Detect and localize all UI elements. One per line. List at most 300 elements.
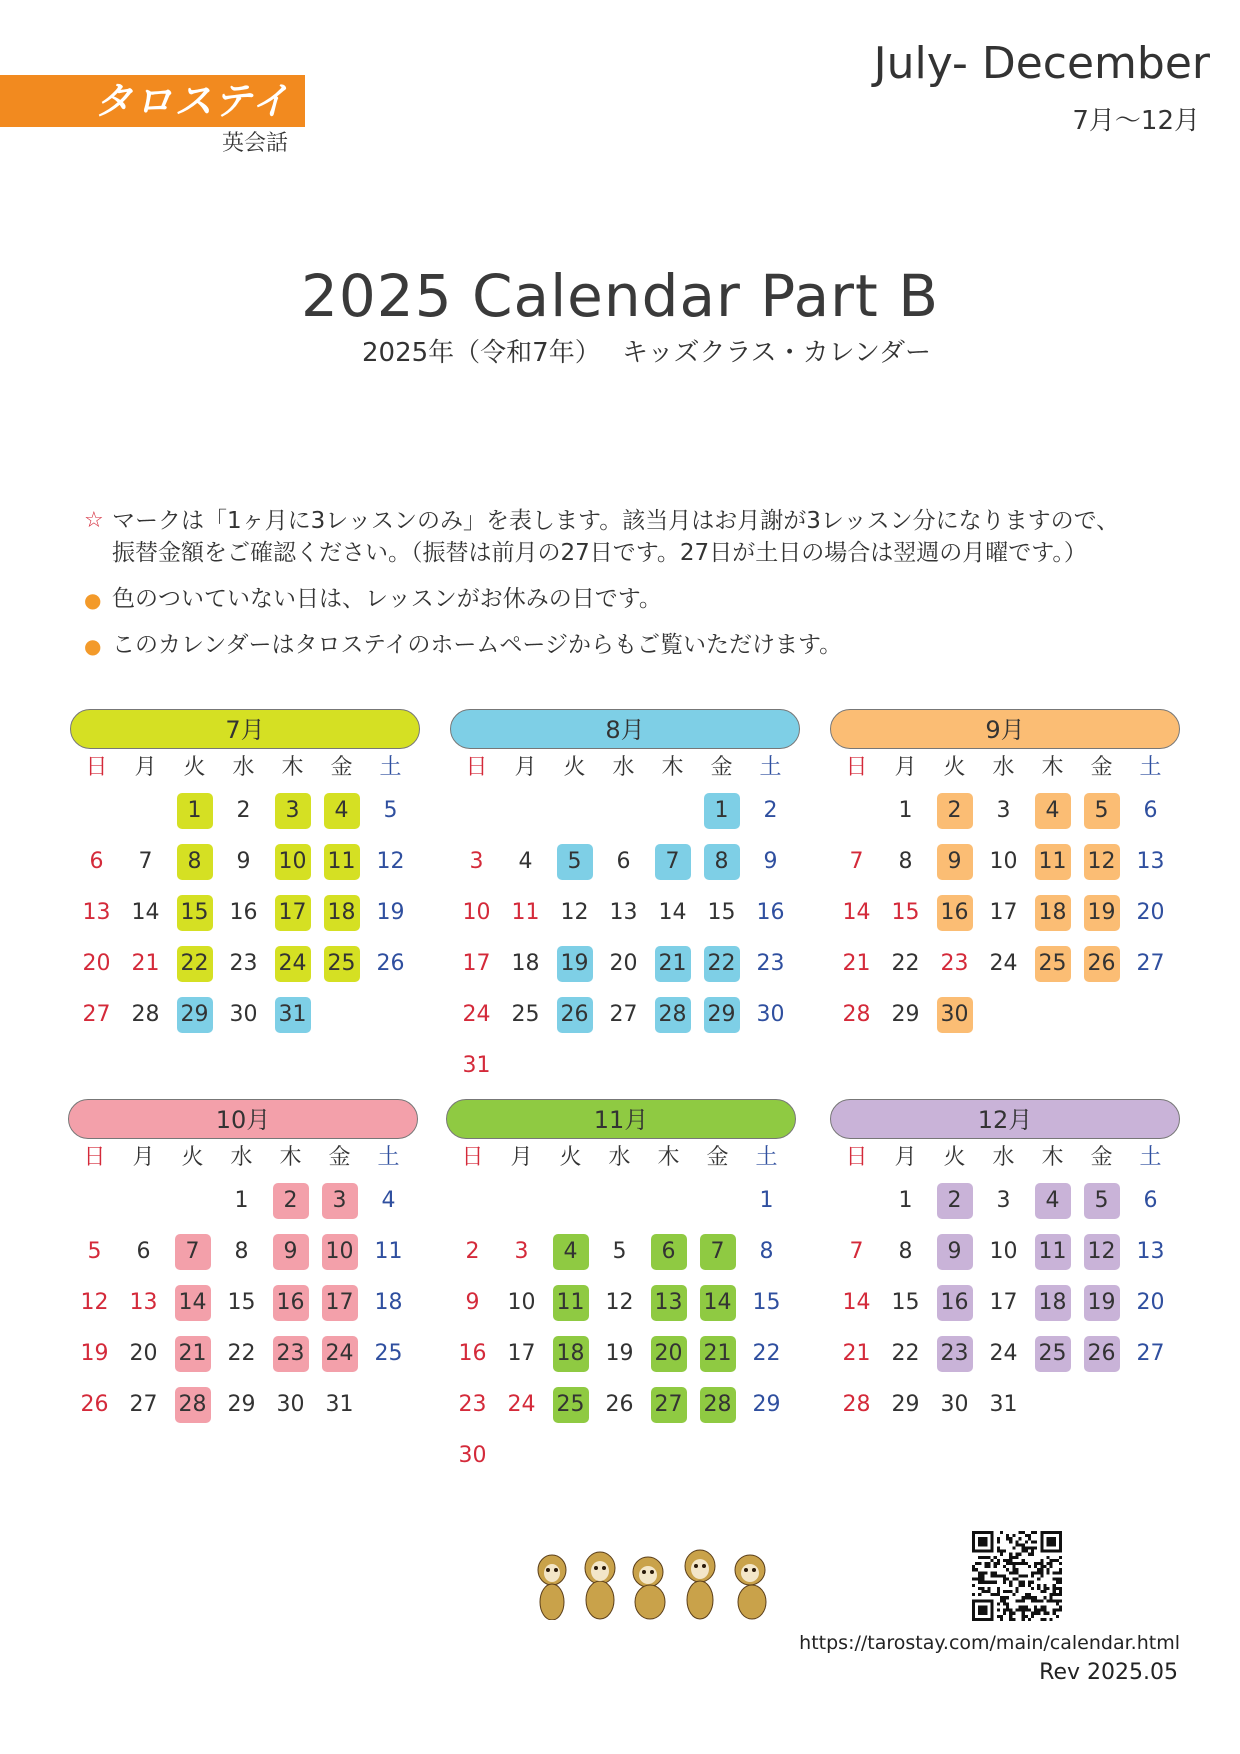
day-number: 25 — [324, 946, 360, 982]
calendar-day — [832, 887, 881, 938]
calendar-day — [72, 887, 121, 938]
calendar-day — [448, 1379, 497, 1430]
weekday-header: 土 — [755, 1145, 778, 1170]
calendar-day — [268, 836, 317, 887]
calendar-day — [746, 785, 795, 836]
day-number: 21 — [175, 1336, 211, 1372]
calendar-url: https://tarostay.com/main/calendar.html — [799, 1632, 1180, 1654]
calendar-grid — [832, 751, 1180, 1040]
day-number: 29 — [891, 1391, 920, 1417]
calendar-day — [832, 938, 881, 989]
day-number: 11 — [553, 1285, 589, 1321]
day-number: 29 — [752, 1391, 781, 1417]
day-number: 15 — [891, 1289, 920, 1315]
calendar-day — [315, 1277, 364, 1328]
month-december — [830, 1099, 1180, 1430]
calendar-day — [595, 1226, 644, 1277]
calendar-day — [832, 1328, 881, 1379]
calendar-day — [70, 1379, 119, 1430]
day-number: 1 — [234, 1187, 249, 1213]
calendar-day — [266, 1277, 315, 1328]
calendar-day — [595, 1328, 644, 1379]
calendar-day — [881, 836, 930, 887]
day-number: 18 — [374, 1289, 403, 1315]
day-number: 1 — [759, 1187, 774, 1213]
calendar-day — [746, 989, 795, 1040]
day-number: 8 — [177, 844, 213, 880]
weekday-header: 日 — [83, 1145, 106, 1170]
day-number: 11 — [374, 1238, 403, 1264]
calendar-day — [170, 887, 219, 938]
day-number: 29 — [177, 997, 213, 1033]
calendar-day — [599, 836, 648, 887]
qr-code — [972, 1531, 1062, 1621]
day-number: 1 — [704, 793, 740, 829]
calendar-day — [448, 1430, 497, 1481]
calendar-day — [70, 1226, 119, 1277]
day-number: 5 — [1084, 1183, 1120, 1219]
day-number: 31 — [462, 1052, 491, 1078]
calendar-day — [693, 1277, 742, 1328]
calendar-day — [697, 836, 746, 887]
day-number: 26 — [376, 950, 405, 976]
day-number: 14 — [131, 899, 160, 925]
calendar-day — [119, 1379, 168, 1430]
day-number: 15 — [227, 1289, 256, 1315]
bullet-icon: ● — [84, 634, 102, 658]
calendar-day — [72, 989, 121, 1040]
calendar-day — [266, 1226, 315, 1277]
calendar-day — [881, 1226, 930, 1277]
calendar-day — [266, 1175, 315, 1226]
day-number: 5 — [1084, 793, 1120, 829]
day-number: 30 — [937, 997, 973, 1033]
period-english: July- December — [873, 38, 1210, 89]
calendar-grid — [70, 1141, 418, 1430]
day-number: 29 — [227, 1391, 256, 1417]
weekday-header: 木 — [279, 1145, 302, 1170]
day-number: 19 — [557, 946, 593, 982]
calendar-day — [217, 1328, 266, 1379]
day-number: 24 — [322, 1336, 358, 1372]
month-header: 8月 — [450, 709, 800, 749]
calendar-day — [1126, 1226, 1175, 1277]
day-number: 15 — [707, 899, 736, 925]
day-number: 27 — [651, 1387, 687, 1423]
month-october — [68, 1099, 418, 1430]
day-number: 10 — [462, 899, 491, 925]
calendar-day — [219, 938, 268, 989]
day-number: 20 — [609, 950, 638, 976]
day-number: 28 — [842, 1391, 871, 1417]
day-number: 2 — [465, 1238, 480, 1264]
day-number: 18 — [553, 1336, 589, 1372]
calendar-day — [742, 1379, 791, 1430]
weekday-header: 水 — [608, 1145, 631, 1170]
day-number: 23 — [940, 950, 969, 976]
weekday-header: 火 — [181, 1145, 204, 1170]
calendar-day — [930, 938, 979, 989]
calendar-day — [697, 887, 746, 938]
day-number: 2 — [236, 797, 251, 823]
calendar-day — [448, 1328, 497, 1379]
day-number: 26 — [80, 1391, 109, 1417]
day-number: 1 — [898, 1187, 913, 1213]
day-number: 23 — [273, 1336, 309, 1372]
calendar-day — [644, 1328, 693, 1379]
day-number: 25 — [553, 1387, 589, 1423]
weekday-header: 木 — [657, 1145, 680, 1170]
day-number: 4 — [381, 1187, 396, 1213]
calendar-day — [832, 836, 881, 887]
day-number: 5 — [383, 797, 398, 823]
day-number: 16 — [458, 1340, 487, 1366]
calendar-grid — [448, 1141, 796, 1481]
calendar-day — [217, 1277, 266, 1328]
day-number: 20 — [651, 1336, 687, 1372]
calendar-grid — [832, 1141, 1180, 1430]
calendar-day — [1077, 1277, 1126, 1328]
day-number: 13 — [1136, 1238, 1165, 1264]
calendar-day — [1126, 836, 1175, 887]
calendar-day — [119, 1277, 168, 1328]
calendar-day — [72, 938, 121, 989]
calendar-day — [599, 887, 648, 938]
calendar-day — [268, 785, 317, 836]
day-number: 22 — [704, 946, 740, 982]
day-number: 14 — [175, 1285, 211, 1321]
month-header: 12月 — [830, 1099, 1180, 1139]
month-header: 11月 — [446, 1099, 796, 1139]
day-number: 19 — [1084, 895, 1120, 931]
calendar-day — [1028, 785, 1077, 836]
calendar-day — [315, 1328, 364, 1379]
calendar-day — [119, 1226, 168, 1277]
day-number: 2 — [763, 797, 778, 823]
calendar-day — [364, 1226, 413, 1277]
weekday-header: 金 — [710, 755, 733, 780]
weekday-header: 火 — [183, 755, 206, 780]
day-number: 17 — [507, 1340, 536, 1366]
weekday-header: 日 — [465, 755, 488, 780]
calendar-day — [979, 1379, 1028, 1430]
calendar-day — [501, 938, 550, 989]
day-number: 13 — [651, 1285, 687, 1321]
day-number: 3 — [996, 797, 1011, 823]
calendar-day — [317, 938, 366, 989]
weekday-header: 月 — [514, 755, 537, 780]
weekday-header: 木 — [1041, 755, 1064, 780]
calendar-day — [550, 938, 599, 989]
day-number: 15 — [177, 895, 213, 931]
day-number: 9 — [937, 844, 973, 880]
calendar-day — [693, 1379, 742, 1430]
weekday-header: 水 — [992, 755, 1015, 780]
day-number: 24 — [275, 946, 311, 982]
calendar-day — [170, 836, 219, 887]
calendar-day — [1028, 1328, 1077, 1379]
day-number: 27 — [1136, 1340, 1165, 1366]
weekday-header: 月 — [132, 1145, 155, 1170]
day-number: 13 — [82, 899, 111, 925]
day-number: 18 — [511, 950, 540, 976]
calendar-day — [881, 1328, 930, 1379]
calendar-day — [644, 1379, 693, 1430]
calendar-day — [170, 938, 219, 989]
calendar-day — [315, 1379, 364, 1430]
day-number: 21 — [700, 1336, 736, 1372]
day-number: 4 — [1035, 1183, 1071, 1219]
day-number: 18 — [324, 895, 360, 931]
calendar-day — [266, 1328, 315, 1379]
day-number: 31 — [325, 1391, 354, 1417]
weekday-header: 金 — [328, 1145, 351, 1170]
day-number: 20 — [82, 950, 111, 976]
day-number: 20 — [1136, 899, 1165, 925]
calendar-day — [930, 836, 979, 887]
calendar-day — [168, 1277, 217, 1328]
day-number: 10 — [989, 1238, 1018, 1264]
day-number: 6 — [136, 1238, 151, 1264]
calendar-day — [648, 938, 697, 989]
calendar-day — [121, 887, 170, 938]
calendar-day — [979, 938, 1028, 989]
calendar-day — [1028, 836, 1077, 887]
weekday-header: 土 — [1139, 1145, 1162, 1170]
day-number: 7 — [655, 844, 691, 880]
brand-logo-text: タロステイ — [94, 79, 291, 123]
day-number: 25 — [1035, 946, 1071, 982]
day-number: 28 — [131, 1001, 160, 1027]
day-number: 8 — [898, 1238, 913, 1264]
note-text: 色のついていない日は、レッスンがお休みの日です。 — [112, 586, 662, 612]
day-number: 17 — [989, 1289, 1018, 1315]
day-number: 17 — [275, 895, 311, 931]
calendar-day — [832, 1226, 881, 1277]
calendar-day — [217, 1175, 266, 1226]
calendar-day — [268, 938, 317, 989]
day-number: 21 — [655, 946, 691, 982]
day-number: 18 — [1035, 895, 1071, 931]
calendar-day — [979, 836, 1028, 887]
note-holiday — [84, 583, 1164, 615]
day-number: 19 — [376, 899, 405, 925]
day-number: 21 — [131, 950, 160, 976]
brand-logo — [0, 75, 305, 127]
calendar-day — [697, 938, 746, 989]
calendar-grid — [452, 751, 800, 1091]
day-number: 25 — [374, 1340, 403, 1366]
calendar-day — [1028, 1277, 1077, 1328]
calendar-day — [1028, 887, 1077, 938]
calendar-day — [930, 989, 979, 1040]
day-number: 23 — [229, 950, 258, 976]
calendar-day — [930, 785, 979, 836]
calendar-day — [693, 1328, 742, 1379]
day-number: 16 — [229, 899, 258, 925]
day-number: 28 — [655, 997, 691, 1033]
calendar-day — [595, 1379, 644, 1430]
weekday-header: 月 — [894, 1145, 917, 1170]
calendar-day — [546, 1328, 595, 1379]
weekday-header: 金 — [1090, 755, 1113, 780]
day-number: 4 — [1035, 793, 1071, 829]
calendar-day — [170, 989, 219, 1040]
day-number: 11 — [511, 899, 540, 925]
weekday-header: 水 — [232, 755, 255, 780]
calendar-day — [930, 1277, 979, 1328]
day-number: 8 — [898, 848, 913, 874]
day-number: 7 — [849, 848, 864, 874]
day-number: 19 — [1084, 1285, 1120, 1321]
day-number: 26 — [1084, 946, 1120, 982]
calendar-day — [366, 785, 415, 836]
calendar-day — [648, 887, 697, 938]
calendar-day — [168, 1379, 217, 1430]
calendar-day — [930, 1328, 979, 1379]
weekday-header: 月 — [510, 1145, 533, 1170]
notes-list — [84, 505, 1164, 675]
day-number: 12 — [80, 1289, 109, 1315]
calendar-day — [881, 938, 930, 989]
calendar-day — [497, 1328, 546, 1379]
weekday-header: 土 — [379, 755, 402, 780]
weekday-header: 木 — [661, 755, 684, 780]
day-number: 4 — [324, 793, 360, 829]
calendar-day — [550, 887, 599, 938]
day-number: 15 — [752, 1289, 781, 1315]
calendar-day — [979, 1277, 1028, 1328]
calendar-day — [317, 836, 366, 887]
weekday-header: 日 — [845, 755, 868, 780]
day-number: 19 — [80, 1340, 109, 1366]
calendar-day — [644, 1277, 693, 1328]
weekday-header: 水 — [612, 755, 635, 780]
calendar-day — [881, 1379, 930, 1430]
weekday-header: 火 — [943, 1145, 966, 1170]
calendar-day — [317, 887, 366, 938]
day-number: 7 — [700, 1234, 736, 1270]
day-number: 26 — [557, 997, 593, 1033]
day-number: 4 — [553, 1234, 589, 1270]
calendar-day — [546, 1226, 595, 1277]
calendar-day — [742, 1175, 791, 1226]
calendar-day — [746, 887, 795, 938]
month-november — [446, 1099, 796, 1481]
day-number: 30 — [276, 1391, 305, 1417]
day-number: 17 — [462, 950, 491, 976]
day-number: 22 — [891, 1340, 920, 1366]
calendar-day — [742, 1226, 791, 1277]
calendar-day — [121, 836, 170, 887]
calendar-day — [599, 989, 648, 1040]
day-number: 9 — [273, 1234, 309, 1270]
day-number: 3 — [275, 793, 311, 829]
day-number: 31 — [275, 997, 311, 1033]
note-star — [84, 505, 1164, 569]
day-number: 20 — [1136, 1289, 1165, 1315]
day-number: 13 — [1136, 848, 1165, 874]
calendar-day — [452, 1040, 501, 1091]
calendar-day — [72, 836, 121, 887]
calendar-day — [497, 1277, 546, 1328]
weekday-header: 土 — [1139, 755, 1162, 780]
calendar-day — [1077, 938, 1126, 989]
weekday-header: 日 — [85, 755, 108, 780]
calendar-day — [697, 785, 746, 836]
weekday-header: 金 — [706, 1145, 729, 1170]
day-number: 11 — [324, 844, 360, 880]
calendar-day — [930, 1226, 979, 1277]
day-number: 8 — [234, 1238, 249, 1264]
weekday-header: 日 — [461, 1145, 484, 1170]
day-number: 10 — [989, 848, 1018, 874]
day-number: 3 — [514, 1238, 529, 1264]
calendar-day — [1077, 785, 1126, 836]
day-number: 30 — [229, 1001, 258, 1027]
calendar-day — [832, 1277, 881, 1328]
day-number: 23 — [937, 1336, 973, 1372]
day-number: 30 — [756, 1001, 785, 1027]
day-number: 7 — [849, 1238, 864, 1264]
month-header: 10月 — [68, 1099, 418, 1139]
day-number: 5 — [612, 1238, 627, 1264]
day-number: 6 — [1143, 1187, 1158, 1213]
calendar-day — [170, 785, 219, 836]
day-number: 14 — [842, 1289, 871, 1315]
month-header: 9月 — [830, 709, 1180, 749]
day-number: 1 — [898, 797, 913, 823]
calendar-day — [268, 989, 317, 1040]
calendar-day — [881, 1175, 930, 1226]
calendar-day — [219, 836, 268, 887]
note-text: マークは「1ヶ月に3レッスンのみ」を表します。該当月はお月謝が3レッスン分になりますので、 振替金額をご確認ください。（振替は前月の27日です。27日が土日の場合は翌週の月曜です。） — [112, 508, 1120, 566]
monkeys-illustration — [528, 1540, 780, 1620]
calendar-day — [366, 887, 415, 938]
calendar-day — [1077, 1328, 1126, 1379]
day-number: 12 — [376, 848, 405, 874]
weekday-header: 水 — [230, 1145, 253, 1170]
day-number: 7 — [138, 848, 153, 874]
day-number: 8 — [759, 1238, 774, 1264]
bullet-icon: ● — [84, 588, 102, 612]
calendar-day — [979, 785, 1028, 836]
calendar-day — [70, 1328, 119, 1379]
day-number: 16 — [937, 1285, 973, 1321]
calendar-day — [501, 989, 550, 1040]
day-number: 2 — [937, 1183, 973, 1219]
calendar-day — [315, 1226, 364, 1277]
calendar-day — [881, 887, 930, 938]
day-number: 10 — [275, 844, 311, 880]
day-number: 14 — [658, 899, 687, 925]
month-july — [70, 709, 420, 1040]
day-number: 14 — [842, 899, 871, 925]
calendar-day — [268, 887, 317, 938]
calendar-day — [881, 785, 930, 836]
calendar-day — [930, 1379, 979, 1430]
calendar-day — [266, 1379, 315, 1430]
day-number: 29 — [704, 997, 740, 1033]
calendar-day — [497, 1379, 546, 1430]
calendar-grid — [72, 751, 420, 1040]
day-number: 3 — [996, 1187, 1011, 1213]
calendar-day — [1126, 887, 1175, 938]
calendar-day — [979, 1328, 1028, 1379]
day-number: 16 — [756, 899, 785, 925]
calendar-day — [452, 887, 501, 938]
day-number: 25 — [1035, 1336, 1071, 1372]
